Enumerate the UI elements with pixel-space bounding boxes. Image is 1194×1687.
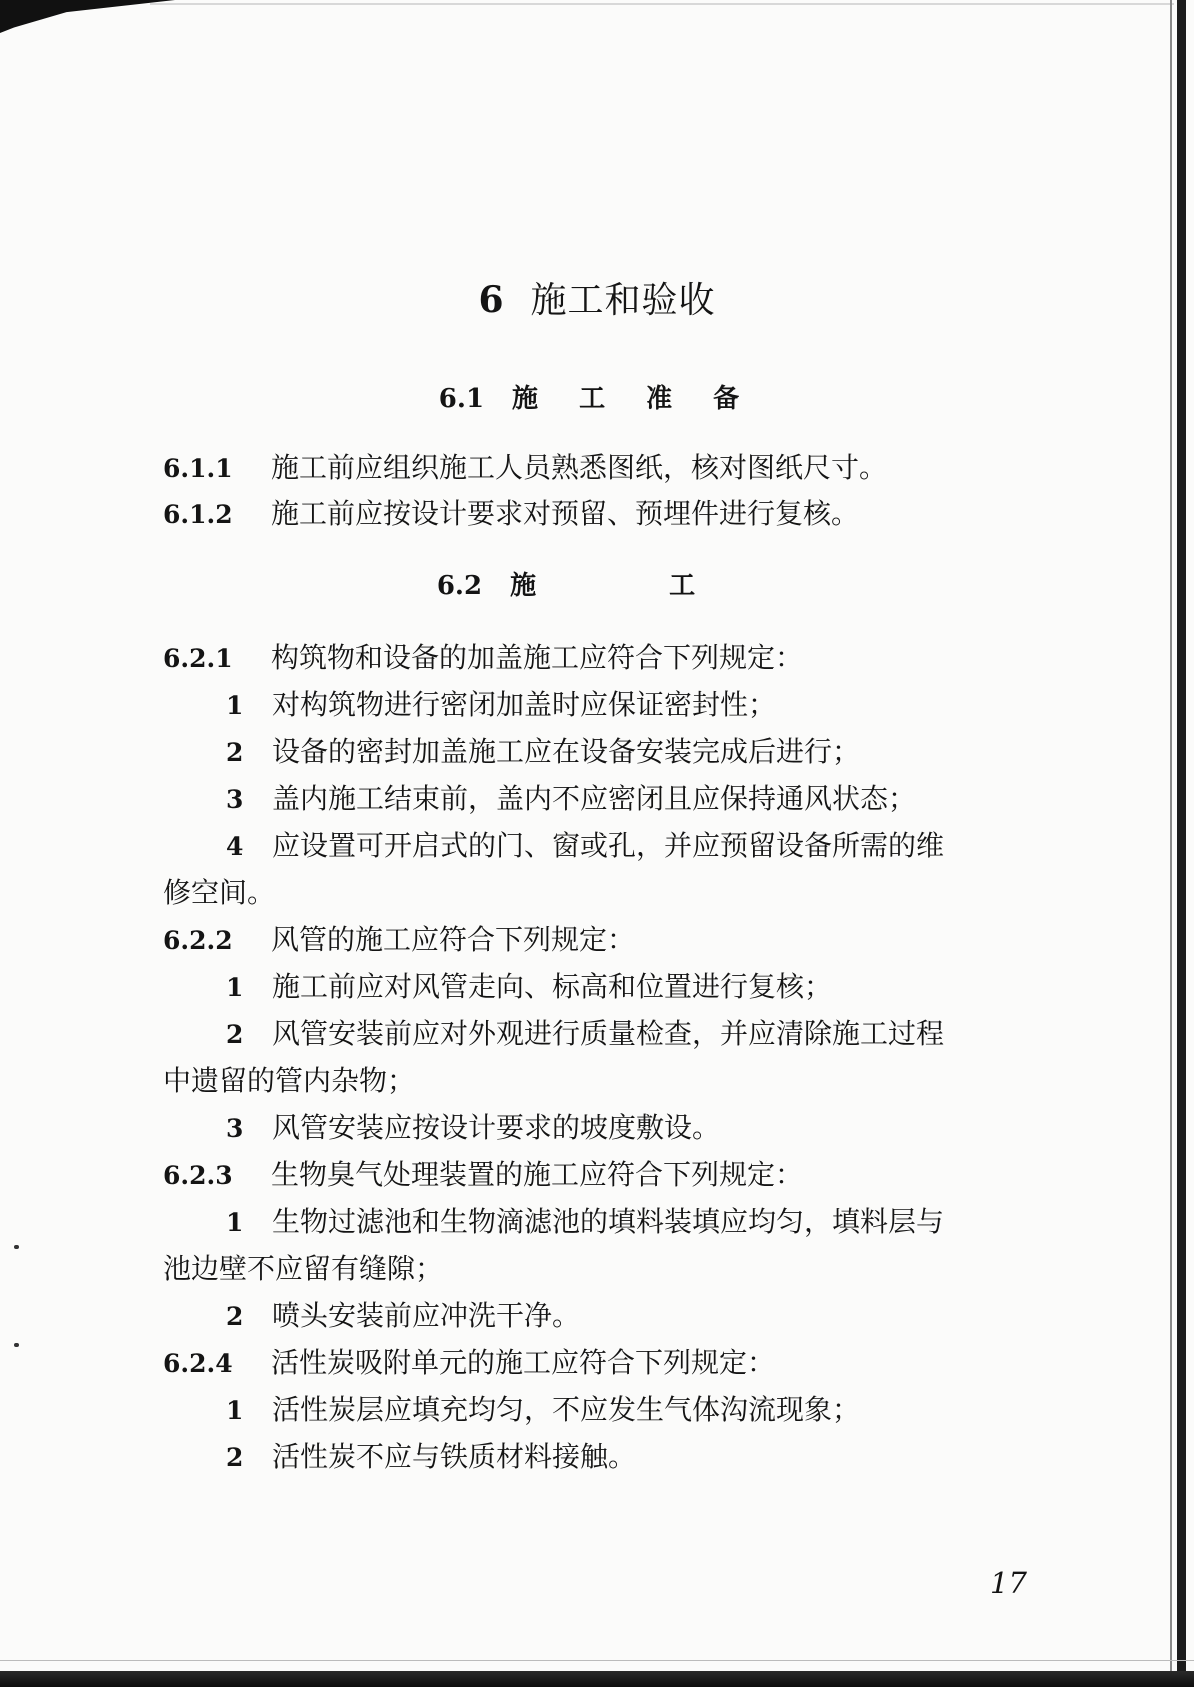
list-item: [226, 1392, 860, 1429]
chapter-title-text: 施工和验收: [530, 280, 716, 321]
item-text: 对构筑物进行密闭加盖时应保证密封性；: [272, 688, 777, 721]
item-text: 风管安装应按设计要求的坡度敷设。: [272, 1111, 721, 1144]
list-item: [226, 1439, 636, 1476]
scan-right-edge: [1177, 0, 1186, 1687]
clause-6-1-2: [163, 496, 859, 533]
scan-speck: [14, 1245, 19, 1249]
item-text: 活性炭层应填充均匀，不应发生气体沟流现象；: [272, 1393, 861, 1426]
list-item: [226, 828, 944, 865]
section-heading-6-1: [0, 378, 1194, 415]
item-number: 2: [226, 738, 244, 767]
list-item: [226, 734, 860, 771]
item-continuation: 中遗留的管内杂物；: [163, 1064, 416, 1097]
clause-text: 生物臭气处理装置的施工应符合下列规定：: [271, 1158, 804, 1191]
item-text: 喷头安装前应冲洗干净。: [272, 1299, 581, 1332]
section-title: 施 工: [510, 571, 758, 601]
clause-6-1-1: [163, 450, 887, 487]
clause-6-2-1: [163, 640, 803, 677]
item-continuation: 修空间。: [163, 876, 276, 909]
item-number: 1: [226, 1396, 244, 1425]
scan-corner-artifact: [0, 0, 175, 55]
section-number: 6.2: [436, 571, 483, 601]
clause-number: 6.2.1: [163, 644, 233, 673]
item-number: 2: [226, 1302, 244, 1331]
item-text: 盖内施工结束前，盖内不应密闭且应保持通风状态；: [272, 782, 917, 815]
item-text: 设备的密封加盖施工应在设备安装完成后进行；: [272, 735, 861, 768]
scan-speck: [14, 1343, 19, 1347]
list-item: [226, 1110, 720, 1147]
chapter-title: [0, 272, 1194, 323]
clause-number: 6.1.1: [163, 454, 233, 483]
item-number: 2: [226, 1020, 244, 1049]
item-number: 3: [226, 785, 244, 814]
clause-text: 施工前应组织施工人员熟悉图纸，核对图纸尺寸。: [271, 451, 888, 484]
scan-top-edge: [150, 3, 1174, 5]
item-continuation: 池边壁不应留有缝隙；: [163, 1252, 444, 1285]
item-number: 1: [226, 1208, 244, 1237]
item-text: 应设置可开启式的门、窗或孔，并应预留设备所需的维: [272, 829, 945, 862]
item-number: 4: [226, 832, 244, 861]
clause-text: 构筑物和设备的加盖施工应符合下列规定：: [271, 641, 804, 674]
clause-text: 风管的施工应符合下列规定：: [271, 923, 636, 956]
item-number: 2: [226, 1443, 244, 1472]
clause-text: 施工前应按设计要求对预留、预埋件进行复核。: [271, 497, 860, 530]
page-number: 17: [990, 1566, 1027, 1600]
clause-6-2-4: [163, 1345, 775, 1382]
list-item: [226, 1204, 944, 1241]
item-number: 1: [226, 973, 244, 1002]
scan-bottom-line: [0, 1660, 1194, 1661]
list-item: [226, 1298, 580, 1335]
item-text: 生物过滤池和生物滴滤池的填料装填应均匀，填料层与: [272, 1205, 945, 1238]
clause-6-2-3: [163, 1157, 803, 1194]
scan-bottom-edge: [0, 1671, 1194, 1687]
list-item: [226, 687, 776, 724]
list-item: [226, 969, 832, 1006]
item-number: 1: [226, 691, 244, 720]
clause-number: 6.2.4: [163, 1349, 233, 1378]
section-number: 6.1: [438, 384, 485, 414]
clause-number: 6.2.2: [163, 926, 233, 955]
list-item: [226, 1016, 944, 1053]
list-item: [226, 781, 916, 818]
clause-number: 6.1.2: [163, 500, 233, 529]
chapter-number: 6: [478, 279, 505, 321]
item-text: 施工前应对风管走向、标高和位置进行复核；: [272, 970, 833, 1003]
item-number: 3: [226, 1114, 244, 1143]
section-heading-6-2: [0, 565, 1194, 602]
clause-6-2-2: [163, 922, 635, 959]
clause-text: 活性炭吸附单元的施工应符合下列规定：: [271, 1346, 776, 1379]
clause-number: 6.2.3: [163, 1161, 233, 1190]
section-title: 施 工 准 备: [512, 384, 756, 414]
item-text: 风管安装前应对外观进行质量检查，并应清除施工过程: [272, 1017, 945, 1050]
item-text: 活性炭不应与铁质材料接触。: [272, 1440, 637, 1473]
scan-right-edge-shadow: [1170, 0, 1172, 1687]
